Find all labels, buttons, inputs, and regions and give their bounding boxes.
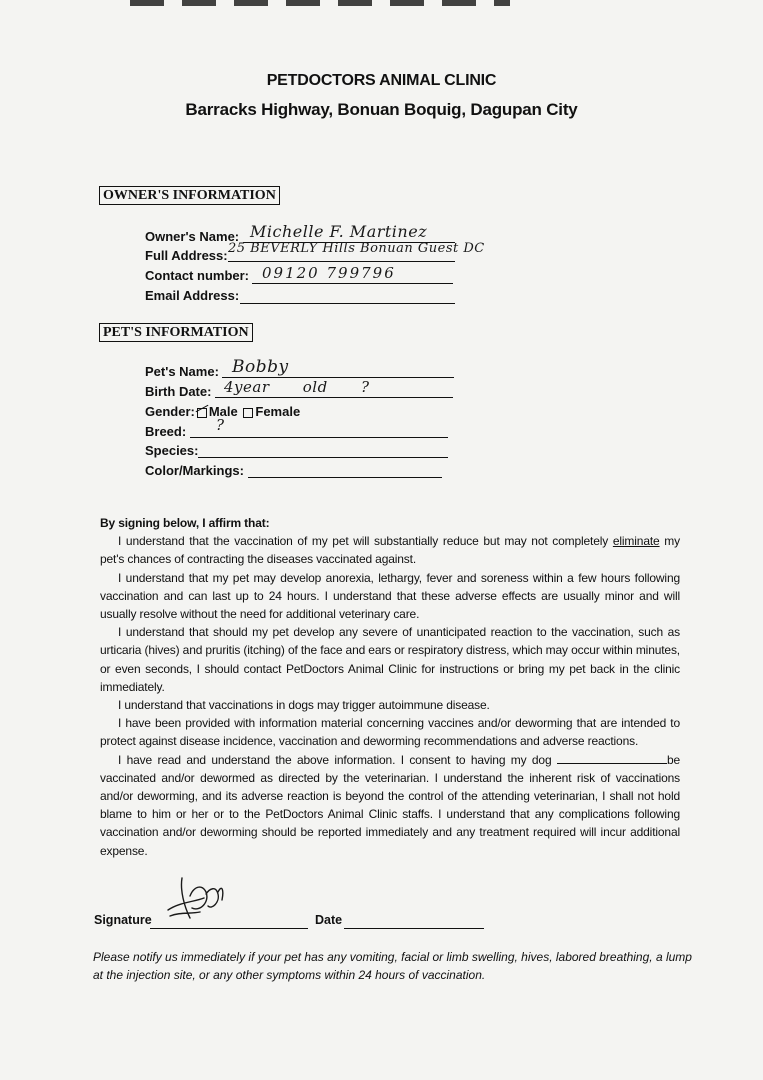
owner-name-label: Owner's Name: [145,229,240,244]
breed-label: Breed: [145,424,187,439]
female-label: Female [255,404,301,419]
full-address-value: 25 BEVERLY Hills Bonuan Guest DC [228,241,485,256]
birth-date-value: 4year old ? [224,378,370,396]
consent-text [100,514,680,860]
consent-p1: I understand that the vaccination of my pet will substantially reduce but may not completely eliminate my pet's chances of contracting the diseases vaccinated against. [100,534,680,567]
breed-value: ? [216,416,225,434]
pet-name-value: Bobby [232,357,289,377]
email-label: Email Address: [145,288,240,303]
species-field[interactable] [198,441,448,458]
species-label: Species: [145,443,199,458]
dog-name-blank[interactable] [557,753,667,764]
consent-p3: I understand that should my pet develop any severe of unanticipated reaction to the vaccination, such as urticaria (hives) and pruritis (itching) of the face and ears or respiratory distress, which may occur within minutes, or even seconds, I should contact PetDoctors Animal Clinic for instructions or bring my pet back in the clinic immediately. [100,625,680,694]
contact-number-label: Contact number: [145,268,249,283]
birth-date-label: Birth Date: [145,384,212,399]
color-markings-label: Color/Markings: [145,463,244,478]
male-checkbox[interactable] [197,408,207,418]
consent-intro: By signing below, I affirm that: [100,516,270,530]
color-markings-field[interactable] [248,461,442,478]
owner-name-value: Michelle F. Martinez [250,222,428,241]
contact-number-value: 09120 799796 [262,264,396,282]
consent-p2: I understand that my pet may develop anorexia, lethargy, fever and soreness within a few hours following vaccination and can last up to 24 hours. I understand that these adverse effects are usually minor and will usually resolve without the need for additional veterinary care. [100,570,680,622]
scan-artifact [130,0,510,6]
full-address-label: Full Address: [145,248,228,263]
clinic-name: PETDOCTORS ANIMAL CLINIC [266,72,497,89]
gender-label: Gender: [145,404,195,419]
signature-label: Signature [94,913,152,927]
clinic-address: Barracks Highway, Bonuan Boquig, Dagupan City [185,100,578,119]
breed-field[interactable] [190,421,448,438]
owner-section-title: OWNER'S INFORMATION [99,186,280,205]
consent-p5: I have been provided with information material concerning vaccines and/or deworming that are intended to protect against disease incidence, vaccination and deworming recommendations and adverse reactions. [100,716,680,749]
male-label: Male [208,404,238,419]
pet-name-label: Pet's Name: [145,364,219,379]
date-field[interactable] [344,912,484,929]
female-checkbox[interactable] [243,408,253,418]
date-label: Date [315,913,343,927]
email-field[interactable] [240,287,455,304]
consent-p6: I have read and understand the above information. I consent to having my dog be vaccinated and/or dewormed as directed by the veterinarian. I understand the inherent risk of vaccinations and/or deworming, and its adverse reaction is beyond the control of the attending veterinarian, I shall not hold blame to him or her or to the PetDoctors Animal Clinic staffs. I understand that any complications following vaccination and/or deworming should be reported immediately and any treatment required will incur additional expense. [100,752,680,858]
handwritten-signature [160,872,230,928]
consent-p4: I understand that vaccinations in dogs may trigger autoimmune disease. [118,698,490,713]
pet-section-title: PET'S INFORMATION [99,323,253,342]
notice-text: Please notify us immediately if your pet has any vomiting, facial or limb swelling, hives, labored breathing, a lump at the injection site, or any other symptoms within 24 hours of vaccination. [93,950,692,982]
